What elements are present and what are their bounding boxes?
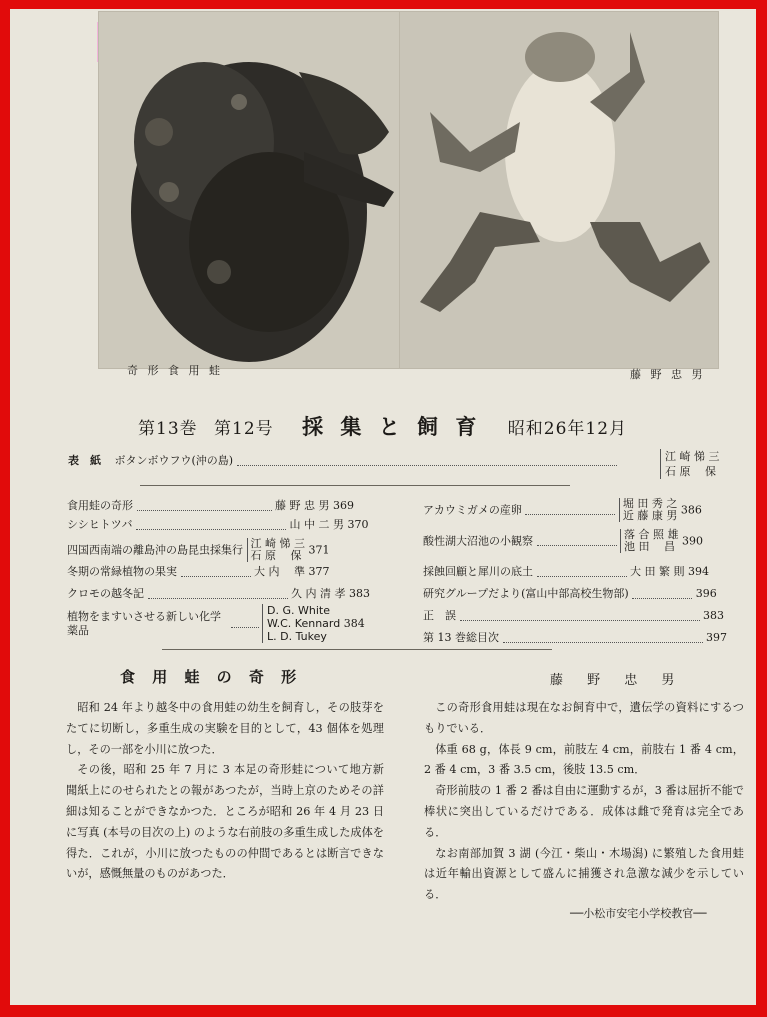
issue-date: 昭和26年12月 (507, 419, 628, 439)
leader (460, 612, 700, 621)
cover-label: 表 紙 (68, 454, 101, 467)
toc-author: 山 中 二 男 (289, 518, 345, 531)
toc-author: 石 原 保 (250, 549, 302, 562)
leader (525, 506, 615, 515)
toc-entry[interactable] (423, 498, 743, 522)
leader (231, 619, 259, 628)
toc-title: 冬期の常緑植物の果実 (67, 565, 177, 578)
toc-entry[interactable] (423, 564, 743, 579)
toc-entry[interactable] (67, 564, 397, 579)
toc-page: 377 (308, 565, 330, 578)
issue-number: 第12号 (214, 419, 274, 439)
toc-page: 386 (680, 503, 702, 517)
toc-authors (620, 529, 679, 553)
toc-title: 植物をますいさせる新しい化学薬品 (67, 609, 221, 637)
frog-ventral-image (400, 12, 718, 368)
toc-title: 四国西南端の離島沖の島昆虫採集行 (67, 543, 243, 557)
toc-page: 394 (688, 565, 709, 578)
toc-page: 396 (695, 587, 717, 600)
cover-names (660, 449, 720, 479)
toc-entry[interactable] (423, 586, 743, 601)
toc-author: 藤 野 忠 男 (275, 499, 330, 512)
toc-page: 390 (682, 534, 703, 548)
toc-title: 第 13 巻総目次 (423, 631, 499, 644)
photo-frog-dorsal (98, 11, 403, 369)
toc-entry[interactable] (423, 630, 743, 645)
toc-author: 大 田 繁 則 (630, 565, 685, 578)
cover-leader (237, 457, 617, 466)
magazine-title: 採 集 と 飼 育 (302, 414, 482, 439)
toc-page: 369 (333, 499, 354, 512)
leader (537, 568, 627, 577)
toc-author: 近 藤 康 男 (622, 509, 678, 522)
toc-page: 383 (703, 609, 724, 622)
toc-title: 食用蛙の奇形 (67, 499, 133, 512)
toc-authors (262, 604, 340, 643)
toc-author: W.C. Kennard (267, 617, 341, 630)
toc-author: L. D. Tukey (267, 630, 327, 643)
paragraph: 奇形前肢の 1 番 2 番は自由に運動するが，3 番は屈折不能で棒状に突出しているだけである．成体は雌で発育は完全である． (424, 784, 744, 839)
paragraph: この奇形食用蛙は現在なお飼育中で，遺伝学の資料にするつもりでいる． (424, 701, 744, 735)
paragraph: 体重 68 g，体長 9 cm，前肢左 4 cm，前肢右 1 番 4 cm，2 番 4 cm，3 番 3.5 cm，後肢 13.5 cm． (424, 742, 744, 777)
leader (148, 590, 288, 599)
article-title: 食 用 蛙 の 奇 形 (120, 668, 303, 686)
toc-page: 384 (343, 617, 365, 630)
cover-name: 江 崎 悌 三 (665, 450, 720, 463)
leader (137, 502, 272, 511)
toc-entry[interactable] (423, 529, 743, 553)
paragraph: 昭和 24 年より越冬中の食用蛙の幼生を飼育し，その肢芽をたてに切断し，多重生成の実験を目的として，43 個体を処理し，その一部を小川に放つた． (66, 701, 384, 756)
toc-author: D. G. White (267, 604, 330, 617)
toc-author: 久 内 清 孝 (291, 587, 346, 600)
article-column-2 (424, 698, 744, 906)
divider (140, 485, 570, 486)
toc-author: 落 合 照 雄 (624, 528, 679, 541)
article-signature: ──小松市安宅小学校教官── (570, 907, 707, 920)
toc-title: 酸性湖大沼池の小観察 (423, 534, 533, 548)
issue-header (138, 411, 627, 441)
toc-author: 堀 田 秀 之 (622, 497, 678, 510)
paragraph: なお南部加賀 3 湖 (今江・柴山・木場潟) に繁殖した食用蛙は近年輸出資源として盛んに捕獲され急激な減少を示している． (424, 846, 744, 902)
article-author: 藤 野 忠 男 (550, 673, 685, 688)
toc-page: 397 (706, 631, 727, 644)
leader (632, 590, 692, 599)
toc-title: 研究グループだより(富山中部高校生物部) (423, 587, 629, 600)
toc-entry[interactable] (67, 604, 397, 643)
toc-author: 江 崎 悌 三 (250, 537, 305, 550)
leader (537, 537, 617, 546)
article-column-1 (66, 698, 384, 885)
toc-page: 371 (308, 543, 330, 557)
leader (503, 634, 703, 643)
toc-entry[interactable] (67, 586, 397, 601)
cover-name: 石 原 保 (665, 465, 716, 478)
toc-entry[interactable] (67, 538, 397, 562)
cover-line (68, 453, 728, 468)
toc-author: 池 田 昌 (624, 540, 675, 553)
toc-entry[interactable] (67, 498, 397, 513)
toc-author: 大 内 準 (254, 565, 305, 578)
leader (181, 568, 251, 577)
toc-page: 383 (349, 587, 370, 600)
divider (162, 649, 552, 650)
leader (136, 521, 286, 530)
toc-entry[interactable] (67, 517, 397, 532)
cover-text: ボタンボウフウ(沖の島) (114, 454, 234, 467)
toc-title: シシヒトツバ (67, 518, 133, 531)
issue-volume: 第13巻 (138, 419, 198, 439)
toc-authors (247, 538, 306, 562)
toc-page: 370 (347, 518, 369, 531)
left-photo-caption: 奇 形 食 用 蛙 (127, 364, 223, 377)
right-photo-caption: 藤 野 忠 男 (630, 368, 706, 381)
photo-frog-ventral (399, 11, 719, 369)
toc-entry[interactable] (423, 608, 743, 623)
toc-title: クロモの越冬記 (67, 587, 144, 600)
page (10, 9, 756, 1005)
toc-title: 正 誤 (423, 609, 456, 622)
toc-authors (619, 498, 678, 522)
toc-title: アカウミガメの産卵 (423, 503, 522, 517)
paragraph: その後，昭和 25 年 7 月に 3 本足の奇形蛙について地方新聞紙上にのせられたとの報があつたが，当時上京のためその詳細は知ることができなかつた．ところが昭和 26 年 4 月 23 日に写真 (本号の目次の上) のような右前肢の多重生成した成体を得た．これが，小川に放つたものの仲間であるとは断言できないが，感慨無量のものがあつた． (66, 763, 384, 881)
toc-title: 採蝕回顧と犀川の底土 (423, 565, 533, 578)
frog-dorsal-image (99, 12, 402, 368)
